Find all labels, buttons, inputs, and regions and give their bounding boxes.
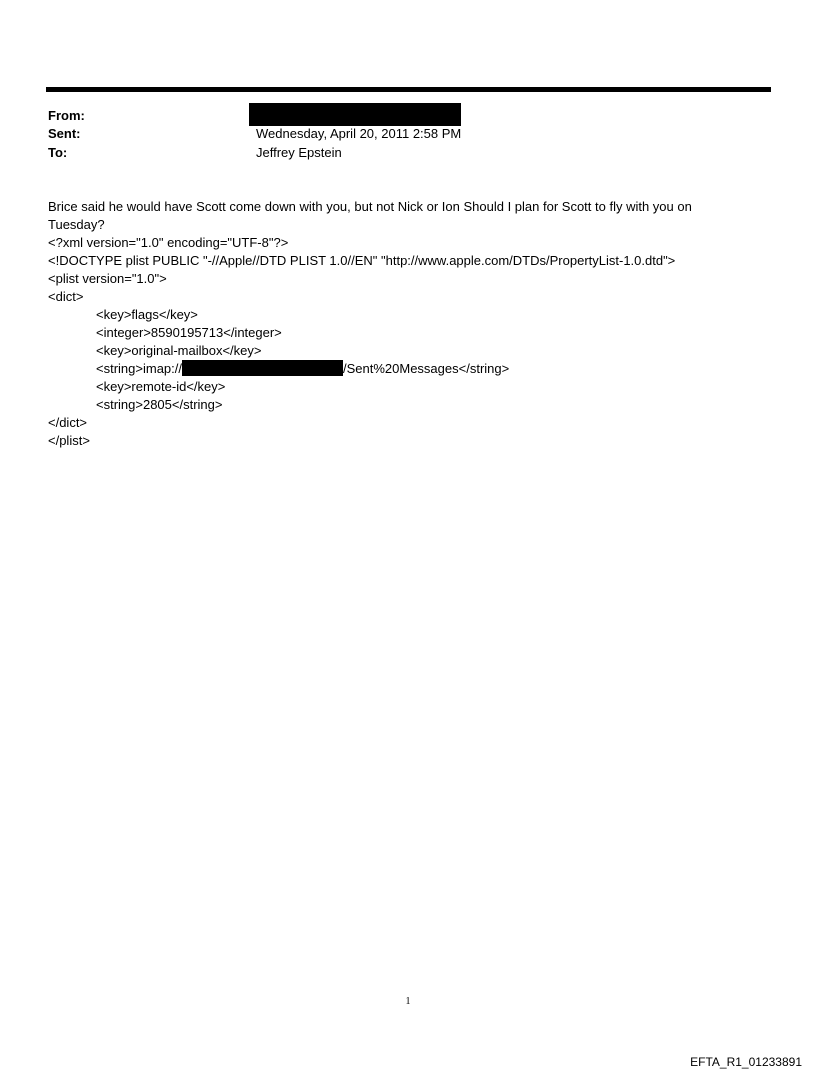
string-imap-line bbox=[48, 360, 738, 378]
imap-suffix: /Sent%20Messages</string> bbox=[343, 361, 510, 376]
dict-close-line: </dict> bbox=[48, 415, 88, 430]
doctype-line: <!DOCTYPE plist PUBLIC "-//Apple//DTD PLIST 1.0//EN" "http://www.apple.com/DTDs/PropertyList-1.0.dtd"> bbox=[48, 253, 676, 268]
message-paragraph: Brice said he would have Scott come down with you, but not Nick or Ion Should I plan for Scott to fly with you on Tuesday? bbox=[48, 199, 692, 232]
sent-row bbox=[48, 125, 748, 143]
message-body bbox=[48, 198, 738, 450]
sent-value: Wednesday, April 20, 2011 2:58 PM bbox=[256, 126, 462, 141]
plist-open-line: <plist version="1.0"> bbox=[48, 271, 167, 286]
page-number: 1 bbox=[405, 996, 411, 1007]
from-label: From: bbox=[48, 108, 85, 123]
dict-open-line: <dict> bbox=[48, 289, 84, 304]
from-redaction bbox=[249, 103, 461, 126]
document-id: EFTA_R1_01233891 bbox=[690, 1055, 802, 1069]
to-label: To: bbox=[48, 145, 68, 160]
integer-flags-line: <integer>8590195713</integer> bbox=[96, 325, 282, 340]
to-value: Jeffrey Epstein bbox=[256, 145, 342, 160]
imap-prefix: <string>imap:// bbox=[96, 361, 182, 376]
key-remote-line: <key>remote-id</key> bbox=[96, 379, 226, 394]
xml-declaration: <?xml version="1.0" encoding="UTF-8"?> bbox=[48, 235, 289, 250]
imap-redaction bbox=[182, 360, 343, 376]
key-flags-line: <key>flags</key> bbox=[96, 307, 198, 322]
string-remote-line: <string>2805</string> bbox=[96, 397, 223, 412]
plist-close-line: </plist> bbox=[48, 433, 90, 448]
to-row bbox=[48, 144, 748, 162]
key-mailbox-line: <key>original-mailbox</key> bbox=[96, 343, 262, 358]
sent-label: Sent: bbox=[48, 126, 81, 141]
header-rule bbox=[46, 87, 771, 92]
